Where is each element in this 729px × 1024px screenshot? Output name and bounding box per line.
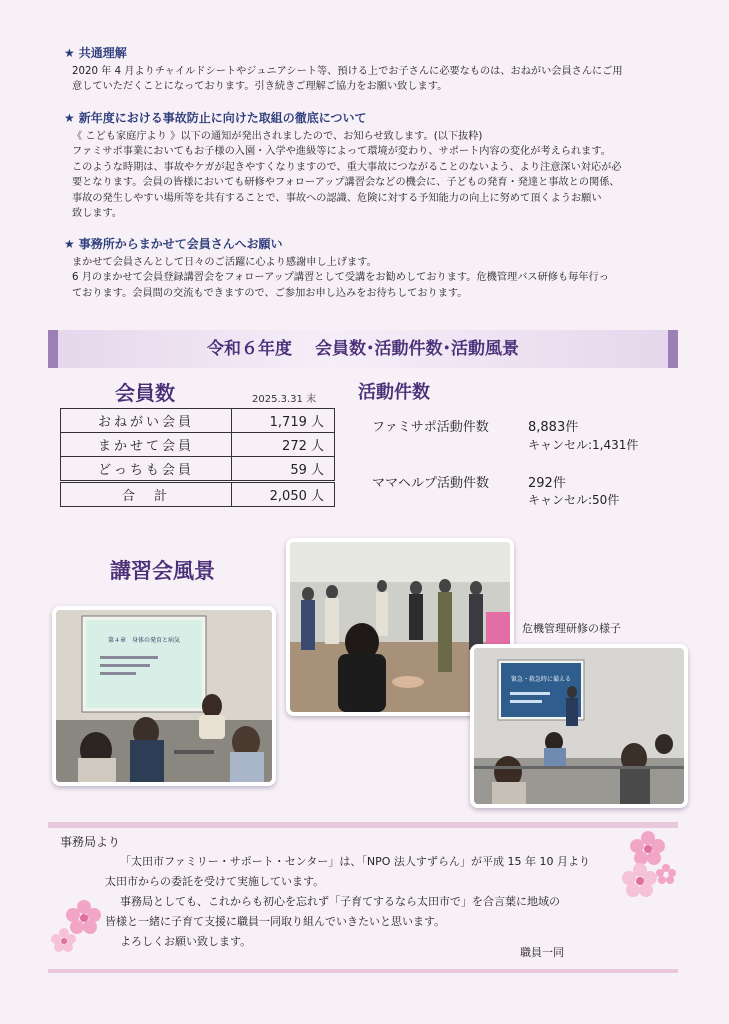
section-text: このような時期は、事故やケガが起きやすくなりますので、重大事故につながることのないよう、より注意深い対応が必 xyxy=(72,161,622,173)
photo-lecture xyxy=(52,606,276,786)
footer-band-top xyxy=(48,822,678,828)
slide-title: 緊急・救急時に備える xyxy=(510,676,572,683)
office-text: よろしくお願い致します。 xyxy=(120,935,252,948)
section-title: 新年度における事故防止に向けた取組の徹底について xyxy=(78,111,367,125)
activities-title: 活動件数 xyxy=(358,382,430,403)
notice-request-to-members xyxy=(64,235,674,301)
footer-band-bottom xyxy=(48,969,678,973)
stats-banner: 令和６年度 会員数･活動件数･活動風景 xyxy=(48,330,678,368)
office-text: 皆様と一緒に子育て支援に職員一同取り組んでいきたいと思います。 xyxy=(105,915,446,928)
office-signature: 職員一同 xyxy=(520,946,564,959)
office-message xyxy=(60,832,620,952)
star-icon: ★ xyxy=(64,111,75,125)
photo-crisis-management xyxy=(470,644,688,808)
member-count: 272 人 xyxy=(232,433,335,457)
star-icon: ★ xyxy=(64,237,75,251)
member-type: どっちも会員 xyxy=(61,457,232,482)
table-row xyxy=(61,409,335,433)
star-icon: ★ xyxy=(64,46,75,60)
table-row xyxy=(61,457,335,482)
famisapo-cancel: キャンセル:1,431件 xyxy=(528,438,639,452)
member-count: 1,719 人 xyxy=(232,409,335,433)
section-title: 共通理解 xyxy=(78,46,127,60)
crisis-caption: 危機管理研修の様子 xyxy=(522,622,621,635)
mamahelp-value: 292件 xyxy=(528,476,566,491)
office-text: 「太田市ファミリー・サポート・センター」は、「NPO 法人すずらん」が平成 15 年 10 月より xyxy=(120,855,590,868)
section-text: 意していただくことになっております。引き続きご理解ご協力をお願い致します。 xyxy=(72,81,448,93)
section-text: 《 こども家庭庁より 》以下の通知が発出されましたので、お知らせ致します。(以下抜粋) xyxy=(72,131,483,142)
members-title: 会員数 xyxy=(115,381,175,405)
office-text: 事務局としても、これからも初心を忘れず「子育てするなら太田市で」を合言葉に地域の xyxy=(120,895,560,908)
total-label: 合 計 xyxy=(61,482,232,507)
flower-icon xyxy=(50,895,108,955)
office-title: 事務局より xyxy=(60,835,121,849)
section-text: 致します。 xyxy=(72,208,123,220)
notice-accident-prevention xyxy=(64,109,674,221)
total-count: 2,050 人 xyxy=(232,482,335,507)
section-text: ております。会員間の交流もできますので、ご参加お申し込みをお待ちしております。 xyxy=(72,287,468,299)
section-text: 2020 年 4 月よりチャイルドシートやジュニアシート等、預ける上でお子さんに必要なものは、おねがい会員さんにご用 xyxy=(72,66,623,77)
table-row xyxy=(61,433,335,457)
section-text: まかせて会員さんとして日々のご活躍に心より感謝申し上げます。 xyxy=(72,257,377,268)
member-count: 59 人 xyxy=(232,457,335,482)
crisis-photo-image xyxy=(474,648,684,804)
slide-title: 第４章 身体の発育と病気 xyxy=(107,637,181,644)
section-title: 事務所からまかせて会員さんへお願い xyxy=(78,237,283,251)
mamahelp-cancel: キャンセル:50件 xyxy=(528,493,620,507)
section-text: 要となります。会員の皆様においても研修やフォローアップ講習会などの機会に、子どもの発育・発達と事故との関係、 xyxy=(72,177,620,189)
members-date: 2025.3.31 末 xyxy=(252,394,317,405)
office-text: 太田市からの委託を受けて実施しています。 xyxy=(105,875,325,888)
member-type: おねがい会員 xyxy=(61,409,232,433)
section-text: 6 月のまかせて会員登録講習会をフォローアップ講習として受講をお勧めしております。危機管理バス研修も毎年行っ xyxy=(72,272,609,284)
section-text: ファミサポ事業においてもお子様の入園・入学や進級等によって環境が変わり、サポート内容の変化が考えられます。 xyxy=(72,146,611,158)
table-row-total xyxy=(61,482,335,507)
mamahelp-label: ママヘルプ活動件数 xyxy=(372,476,490,491)
notice-common-understanding xyxy=(64,44,674,95)
section-text: 事故の発生しやすい場所等を共有することで、事故への認識、危険に対する予知能力の向上に努めて頂くようお願い xyxy=(72,192,602,204)
flower-icon xyxy=(616,828,678,900)
member-type: まかせて会員 xyxy=(61,433,232,457)
famisapo-label: ファミサポ活動件数 xyxy=(372,420,489,435)
famisapo-value: 8,883件 xyxy=(528,420,579,435)
seminar-title: 講習会風景 xyxy=(110,558,215,583)
lecture-photo-image xyxy=(56,610,272,782)
members-table xyxy=(60,408,335,507)
